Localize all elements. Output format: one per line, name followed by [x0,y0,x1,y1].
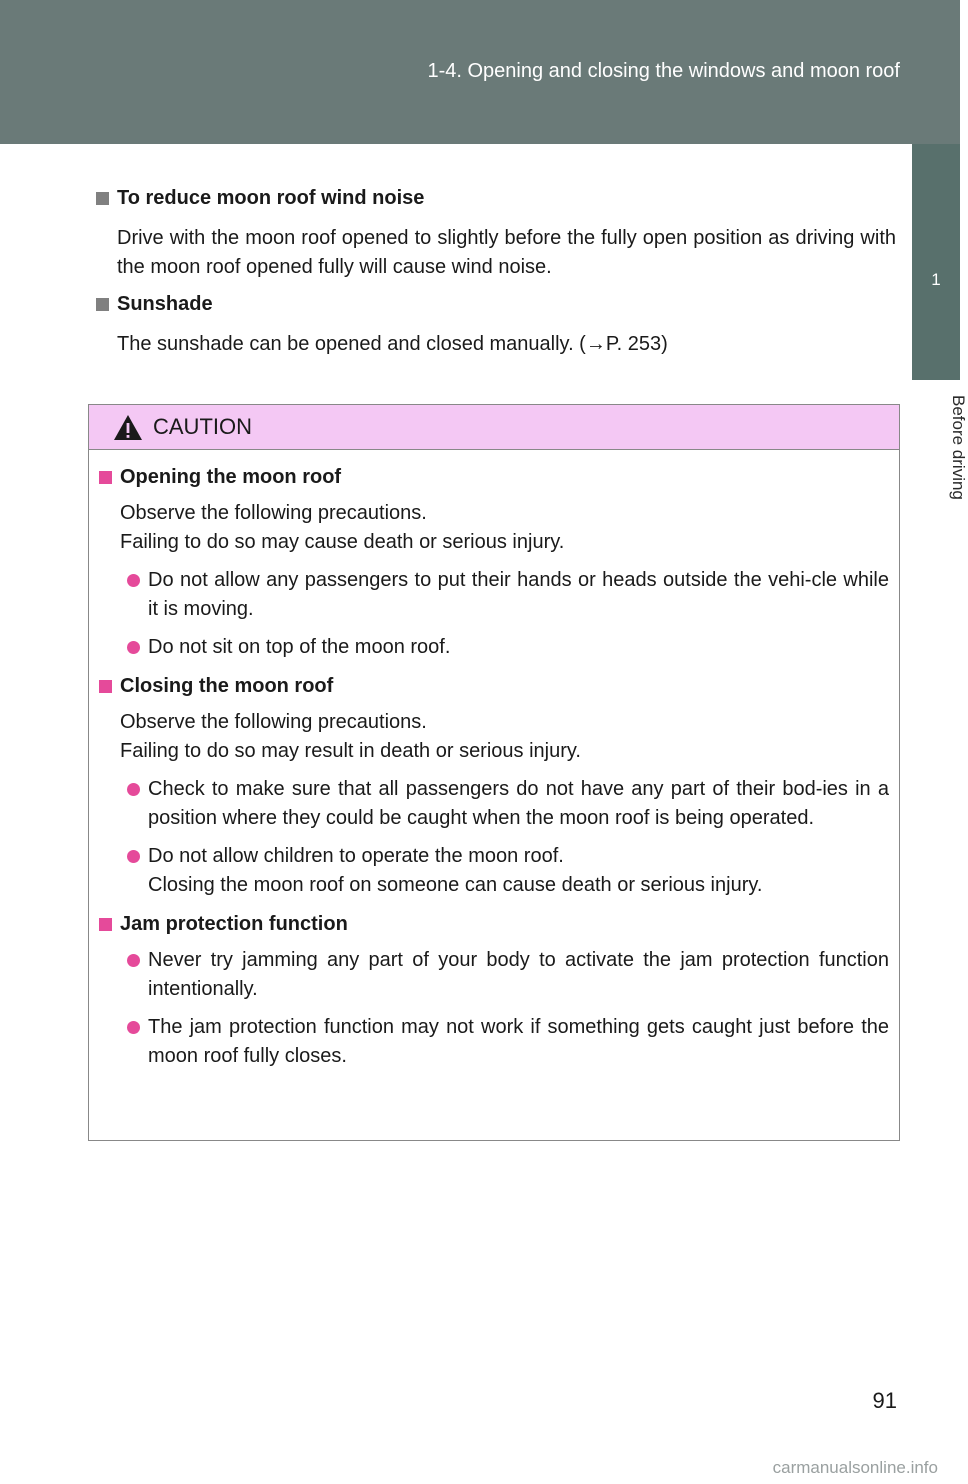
chapter-title: 1-4. Opening and closing the windows and moon roof [427,60,900,82]
round-bullet-icon [127,783,140,796]
note-wind-noise [96,186,896,282]
square-bullet-icon [99,680,112,693]
round-bullet-icon [127,1021,140,1034]
caution-section-closing [99,674,889,900]
caution-bullet: Do not allow children to operate the moon roof. Closing the moon roof on someone can cause death or serious injury. [99,842,889,900]
round-bullet-icon [127,954,140,967]
caution-content [99,465,889,1083]
caution-bullet: The jam protection function may not work if something gets caught just before the moon roof fully closes. [99,1013,889,1071]
square-bullet-icon [96,192,109,205]
caution-bullet: Do not sit on top of the moon roof. [99,633,889,662]
caution-intro: Observe the following precautions. [120,711,427,733]
caution-intro: Failing to do so may cause death or serious injury. [120,531,565,553]
caution-box [88,404,900,1141]
side-tab-number: 1 [912,144,960,380]
caution-section-opening [99,465,889,662]
caution-intro: Observe the following precautions. [120,502,427,524]
caution-bullet: Check to make sure that all passengers do not have any part of their bod-ies in a position where they could be caught when the moon roof is being operated. [99,775,889,833]
square-bullet-icon [99,471,112,484]
watermark: carmanualsonline.info [772,1458,938,1477]
caution-section-heading: Jam protection function [99,912,889,936]
caution-label: CAUTION [153,414,252,439]
note-heading: To reduce moon roof wind noise [96,186,896,210]
note-heading: Sunshade [96,292,896,316]
round-bullet-icon [127,641,140,654]
caution-section-jam [99,912,889,1071]
side-tab-label: Before driving [949,395,968,500]
caution-intro: Failing to do so may result in death or serious injury. [120,740,581,762]
page-header [0,0,960,144]
caution-header [89,405,899,450]
note-sunshade [96,292,896,359]
caution-bullet: Never try jamming any part of your body to activate the jam protection function intentionally. [99,946,889,1004]
square-bullet-icon [96,298,109,311]
page-number: 91 [872,1388,897,1413]
round-bullet-icon [127,850,140,863]
caution-section-heading: Closing the moon roof [99,674,889,698]
caution-section-heading: Opening the moon roof [99,465,889,489]
warning-icon [113,414,143,441]
note-text: The sunshade can be opened and closed manually. (→P. 253) [117,333,668,355]
square-bullet-icon [99,918,112,931]
caution-bullet: Do not allow any passengers to put their hands or heads outside the vehi-cle while it is moving. [99,566,889,624]
round-bullet-icon [127,574,140,587]
note-text: Drive with the moon roof opened to slightly before the fully open position as driving with the moon roof opened fully will cause wind noise. [117,227,896,278]
